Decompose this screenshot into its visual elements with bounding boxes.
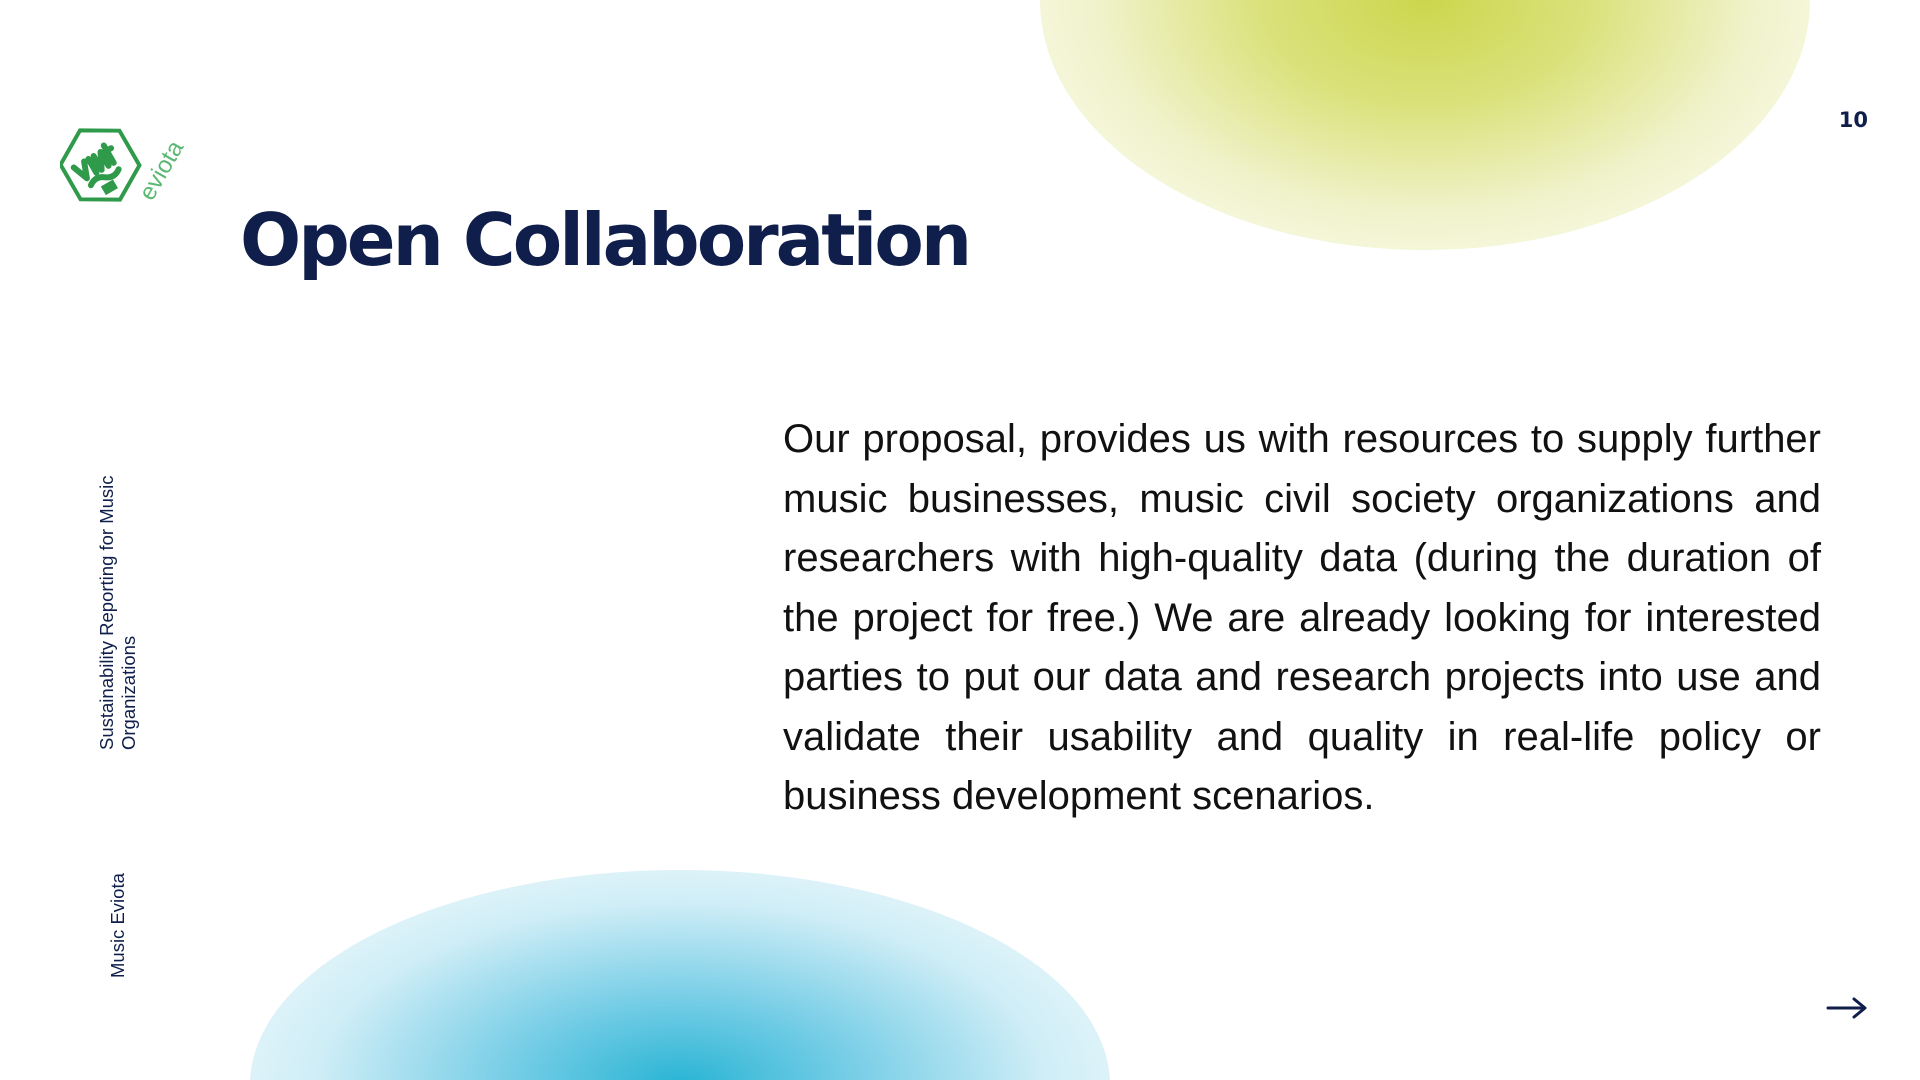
eviota-hexagon-logo-icon [60, 120, 200, 220]
slide-title: Open Collaboration [240, 198, 970, 282]
body-paragraph: Our proposal, provides us with resources to supply further music businesses, music civil society organizations and researchers with high-quality data (during the duration of the project for free.) We are already looking for interested parties to put our data and research projects into use and validate their usability and quality in real-life policy or business development scenarios. [783, 417, 1821, 818]
side-subtitle: Sustainability Reporting for Music Organizations [96, 475, 139, 750]
eviota-logo [60, 120, 200, 220]
page-number: 10 [1838, 108, 1868, 132]
right-arrow-icon [1826, 994, 1868, 1022]
decorative-blue-gradient [250, 870, 1110, 1080]
logo-wordmark: eviota [133, 136, 190, 205]
decorative-yellow-gradient [1040, 0, 1810, 250]
side-footer: Music Eviota [107, 873, 128, 978]
next-slide-button[interactable] [1826, 994, 1868, 1022]
